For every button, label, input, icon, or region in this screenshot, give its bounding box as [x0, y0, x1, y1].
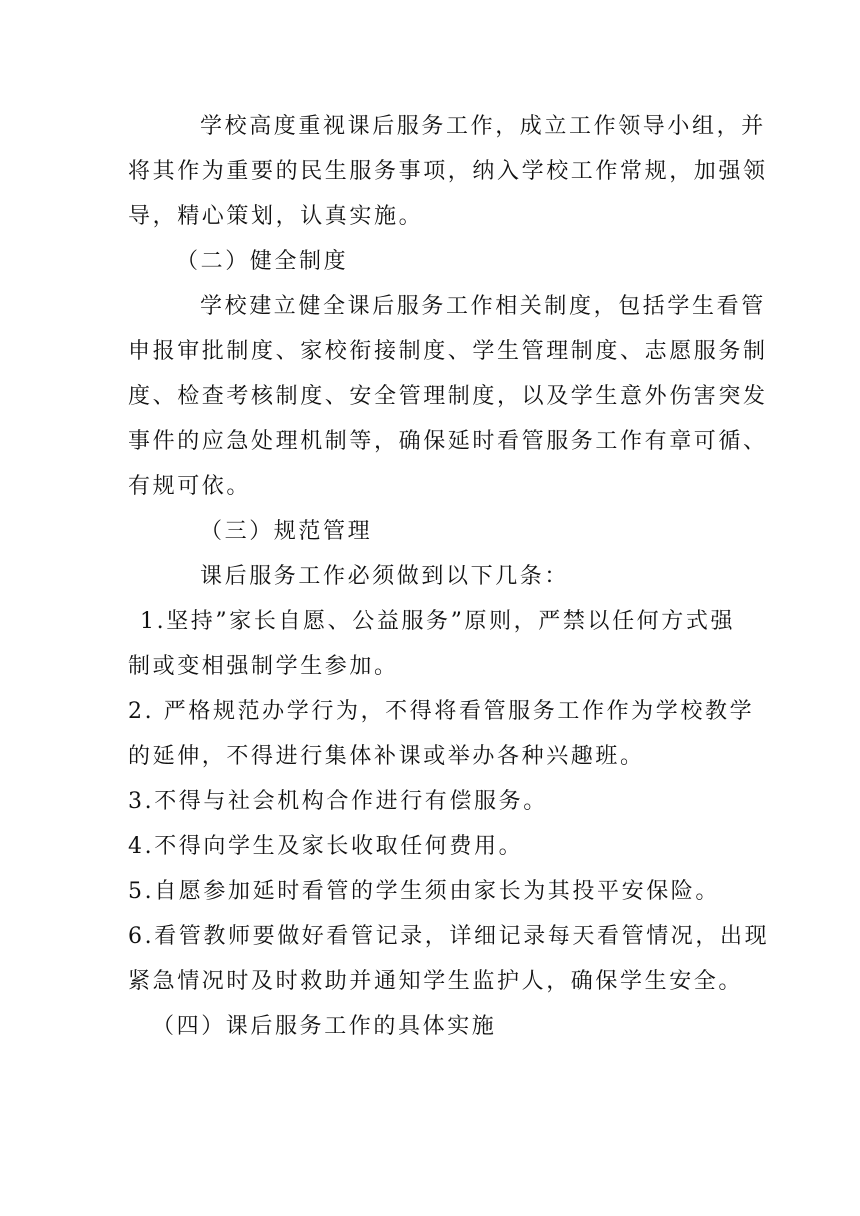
- list-item: 6.看管教师要做好看管记录，详细记录每天看管情况，出现: [128, 924, 770, 949]
- paragraph-line: 将其作为重要的民生服务事项，纳入学校工作常规，加强领: [128, 159, 768, 184]
- list-item: 的延伸，不得进行集体补课或举办各种兴趣班。: [128, 744, 645, 769]
- list-item: 2. 严格规范办学行为，不得将看管服务工作作为学校教学: [128, 699, 755, 724]
- list-item: 紧急情况时及时救助并通知学生监护人，确保学生安全。: [128, 969, 744, 994]
- paragraph-line: 学校建立健全课后服务工作相关制度，包括学生看管: [200, 294, 766, 319]
- paragraph-line: 度、检查考核制度、安全管理制度，以及学生意外伤害突发: [128, 384, 768, 409]
- list-item: 3.不得与社会机构合作进行有偿服务。: [128, 789, 548, 814]
- section-heading: （二）健全制度: [176, 249, 349, 274]
- section-heading: （三）规范管理: [200, 519, 373, 544]
- section-heading: （四）课后服务工作的具体实施: [152, 1014, 497, 1039]
- paragraph-line: 有规可依。: [128, 474, 252, 499]
- list-item: 1.坚持”家长自愿、公益服务”原则，严禁以任何方式强: [140, 609, 736, 634]
- paragraph-line: 课后服务工作必须做到以下几条：: [200, 564, 570, 589]
- paragraph-line: 导，精心策划，认真实施。: [128, 204, 424, 229]
- paragraph-line: 事件的应急处理机制等，确保延时看管服务工作有章可循、: [128, 429, 768, 454]
- list-item: 5.自愿参加延时看管的学生须由家长为其投平安保险。: [128, 879, 720, 904]
- paragraph-line: 学校高度重视课后服务工作，成立工作领导小组，并: [200, 114, 766, 139]
- paragraph-line: 申报审批制度、家校衔接制度、学生管理制度、志愿服务制: [128, 339, 768, 364]
- list-item: 制或变相强制学生参加。: [128, 654, 399, 679]
- list-item: 4.不得向学生及家长收取任何费用。: [128, 834, 524, 859]
